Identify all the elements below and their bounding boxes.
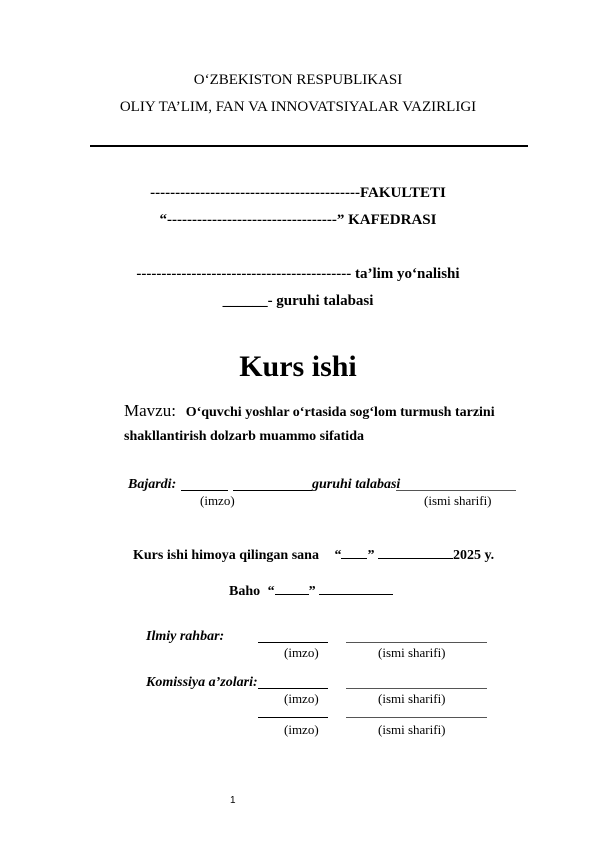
- supervisor-signature-caption: (imzo): [284, 645, 319, 660]
- grade-close-quote: ”: [308, 584, 316, 599]
- commission-signature-line-1: [258, 688, 328, 689]
- performer-label: Bajardi:: [128, 477, 177, 492]
- commission-signature-caption-2: (imzo): [284, 722, 319, 737]
- performer-signature-line: [181, 490, 228, 491]
- defense-open-quote: “: [334, 548, 342, 563]
- topic-text-line-2: shakllantirish dolzarb muammo sifatida: [124, 429, 364, 444]
- grade-open-quote: “: [267, 584, 275, 599]
- grade-value-blank: [275, 581, 309, 595]
- commission-name-caption-2: (ismi sharifi): [378, 722, 446, 737]
- performer-name-line: [396, 490, 516, 491]
- topic-label: Mavzu:: [124, 401, 176, 420]
- ministry-line-2: OLIY TA’LIM, FAN VA INNOVATSIYALAR VAZIRLIGI: [119, 99, 477, 115]
- commission-label: Komissiya a’zolari:: [146, 675, 258, 690]
- defense-year: 2025 y.: [452, 548, 495, 563]
- performer-suffix: guruhi talabasi: [312, 477, 401, 492]
- header-divider: [90, 145, 528, 147]
- defense-month-blank: [378, 545, 453, 559]
- defense-date-line: [133, 545, 494, 564]
- supervisor-signature-line: [258, 642, 328, 643]
- performer-group-line: [233, 490, 312, 491]
- document-title: Kurs ishi: [239, 350, 357, 383]
- defense-close-quote: ”: [367, 548, 375, 563]
- defense-text: Kurs ishi himoya qilingan sana: [133, 548, 319, 563]
- defense-day-blank: [341, 545, 367, 559]
- supervisor-name-caption: (ismi sharifi): [378, 645, 446, 660]
- commission-signature-caption-1: (imzo): [284, 691, 319, 706]
- supervisor-name-line: [346, 642, 487, 643]
- performer-signature-caption: (imzo): [200, 493, 235, 508]
- commission-name-line-2: [346, 717, 487, 718]
- group-line: ______- guruhi talabasi: [222, 293, 374, 309]
- department-line: “----------------------------------” KAFEDRASI: [159, 212, 437, 228]
- performer-name-caption: (ismi sharifi): [424, 493, 492, 508]
- page-number: 1: [230, 795, 236, 806]
- topic-block: [124, 401, 495, 421]
- direction-line: ------------------------------------------- ta’lim yo‘nalishi: [136, 266, 460, 282]
- commission-name-line-1: [346, 688, 487, 689]
- commission-name-caption-1: (ismi sharifi): [378, 691, 446, 706]
- faculty-line: ------------------------------------------FAKULTETI: [150, 185, 446, 201]
- grade-label: Baho: [229, 584, 261, 599]
- supervisor-label: Ilmiy rahbar:: [146, 629, 225, 644]
- topic-text-line-1: O‘quvchi yoshlar o‘rtasida sog‘lom turmush tarzini: [185, 405, 495, 420]
- commission-signature-line-2: [258, 717, 328, 718]
- ministry-line-1: O‘ZBEKISTON RESPUBLIKASI: [193, 72, 403, 88]
- grade-text-blank: [319, 581, 393, 595]
- grade-line: [229, 581, 393, 600]
